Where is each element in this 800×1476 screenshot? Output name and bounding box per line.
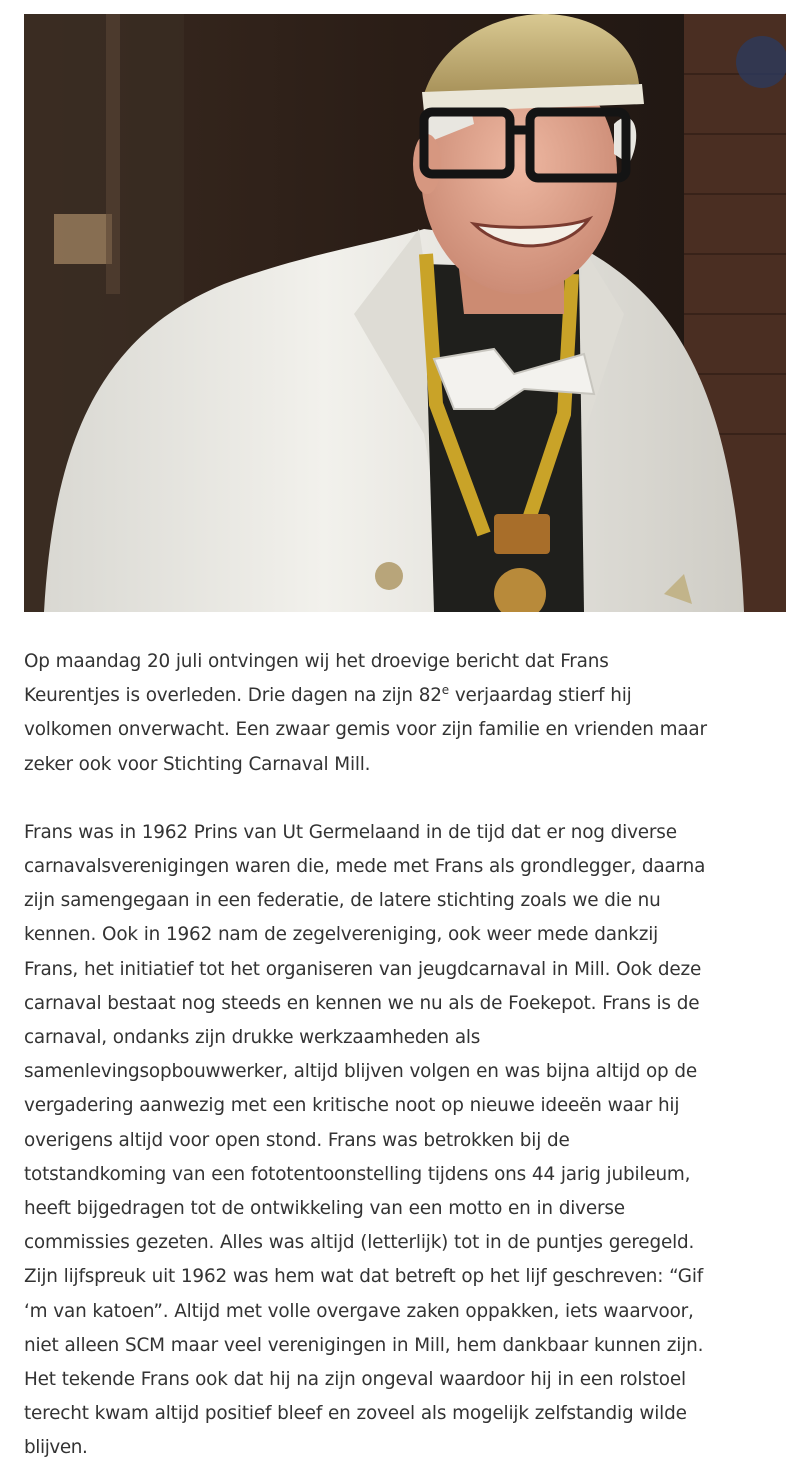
portrait-photo [24,14,786,612]
paragraph-line: kennen. Ook in 1962 nam de zegelvereniging, ook weer mede dankzij [24,924,659,946]
window-light [54,214,112,264]
paragraph-line: carnavalsverenigingen waren die, mede met Frans als grondlegger, daarna [24,856,706,878]
line-text: verjaardag stierf hij [448,685,632,707]
paragraph-line: Het tekende Frans ook dat hij na zijn ongeval waardoor hij in een rolstoel [24,1369,686,1391]
paragraph-line: heeft bijgedragen tot de ontwikkeling van een motto en in diverse [24,1198,625,1220]
paragraph-line: samenlevingsopbouwwerker, altijd blijven volgen en was bijna altijd op de [24,1061,698,1083]
paragraph-line: carnaval, ondanks zijn drukke werkzaamheden als [24,1027,481,1049]
paragraph-line: ‘m van katoen”. Altijd met volle overgave zaken oppakken, iets waarvoor, [24,1300,694,1322]
medal [494,514,550,554]
paragraph-line: zijn samengegaan in een federatie, de latere stichting zoals we die nu [24,890,661,912]
paragraph-line: commissies gezeten. Alles was altijd (letterlijk) tot in de puntjes geregeld. [24,1232,695,1254]
line-text: Keurentjes is overleden. Drie dagen na zijn 82 [24,685,442,707]
paragraph-line: Frans, het initiatief tot het organiseren van jeugdcarnaval in Mill. Ook deze [24,958,702,980]
paragraph-line: blijven. [24,1437,88,1459]
paragraph-line [24,679,788,713]
paragraph-1 [24,645,788,782]
paragraph-spacer [24,782,788,816]
portrait-illustration [24,14,786,612]
paragraph-line: totstandkoming van een fototentoonstelling tijdens ons 44 jarig jubileum, [24,1163,691,1185]
paragraph-line: zeker ook voor Stichting Carnaval Mill. [24,753,371,775]
paragraph-line: Frans was in 1962 Prins van Ut Germelaand in de tijd dat er nog diverse [24,821,677,843]
ordinal-superscript: e [441,683,449,698]
paragraph-line: carnaval bestaat nog steeds en kennen we nu als de Foekepot. Frans is de [24,992,700,1014]
paragraph-line: vergadering aanwezig met een kritische noot op nieuwe ideeën waar hij [24,1095,680,1117]
paragraph-line: terecht kwam altijd positief bleef en zoveel als mogelijk zelfstandig wilde [24,1403,687,1425]
paragraph-line: niet alleen SCM maar veel verenigingen in Mill, hem dankbaar kunnen zijn. [24,1334,704,1356]
balloon [736,36,786,88]
paragraph-line: overigens altijd voor open stond. Frans was betrokken bij de [24,1129,570,1151]
paragraph-line: Op maandag 20 juli ontvingen wij het droevige bericht dat Frans [24,651,609,672]
jacket-button [375,562,403,590]
doorframe [106,14,120,294]
paragraph-2 [24,816,788,1466]
article-body [24,645,788,1466]
paragraph-line: Zijn lijfspreuk uit 1962 was hem wat dat betreft op het lijf geschreven: “Gif [24,1266,704,1288]
paragraph-line: volkomen onverwacht. Een zwaar gemis voor zijn familie en vrienden maar [24,719,707,741]
